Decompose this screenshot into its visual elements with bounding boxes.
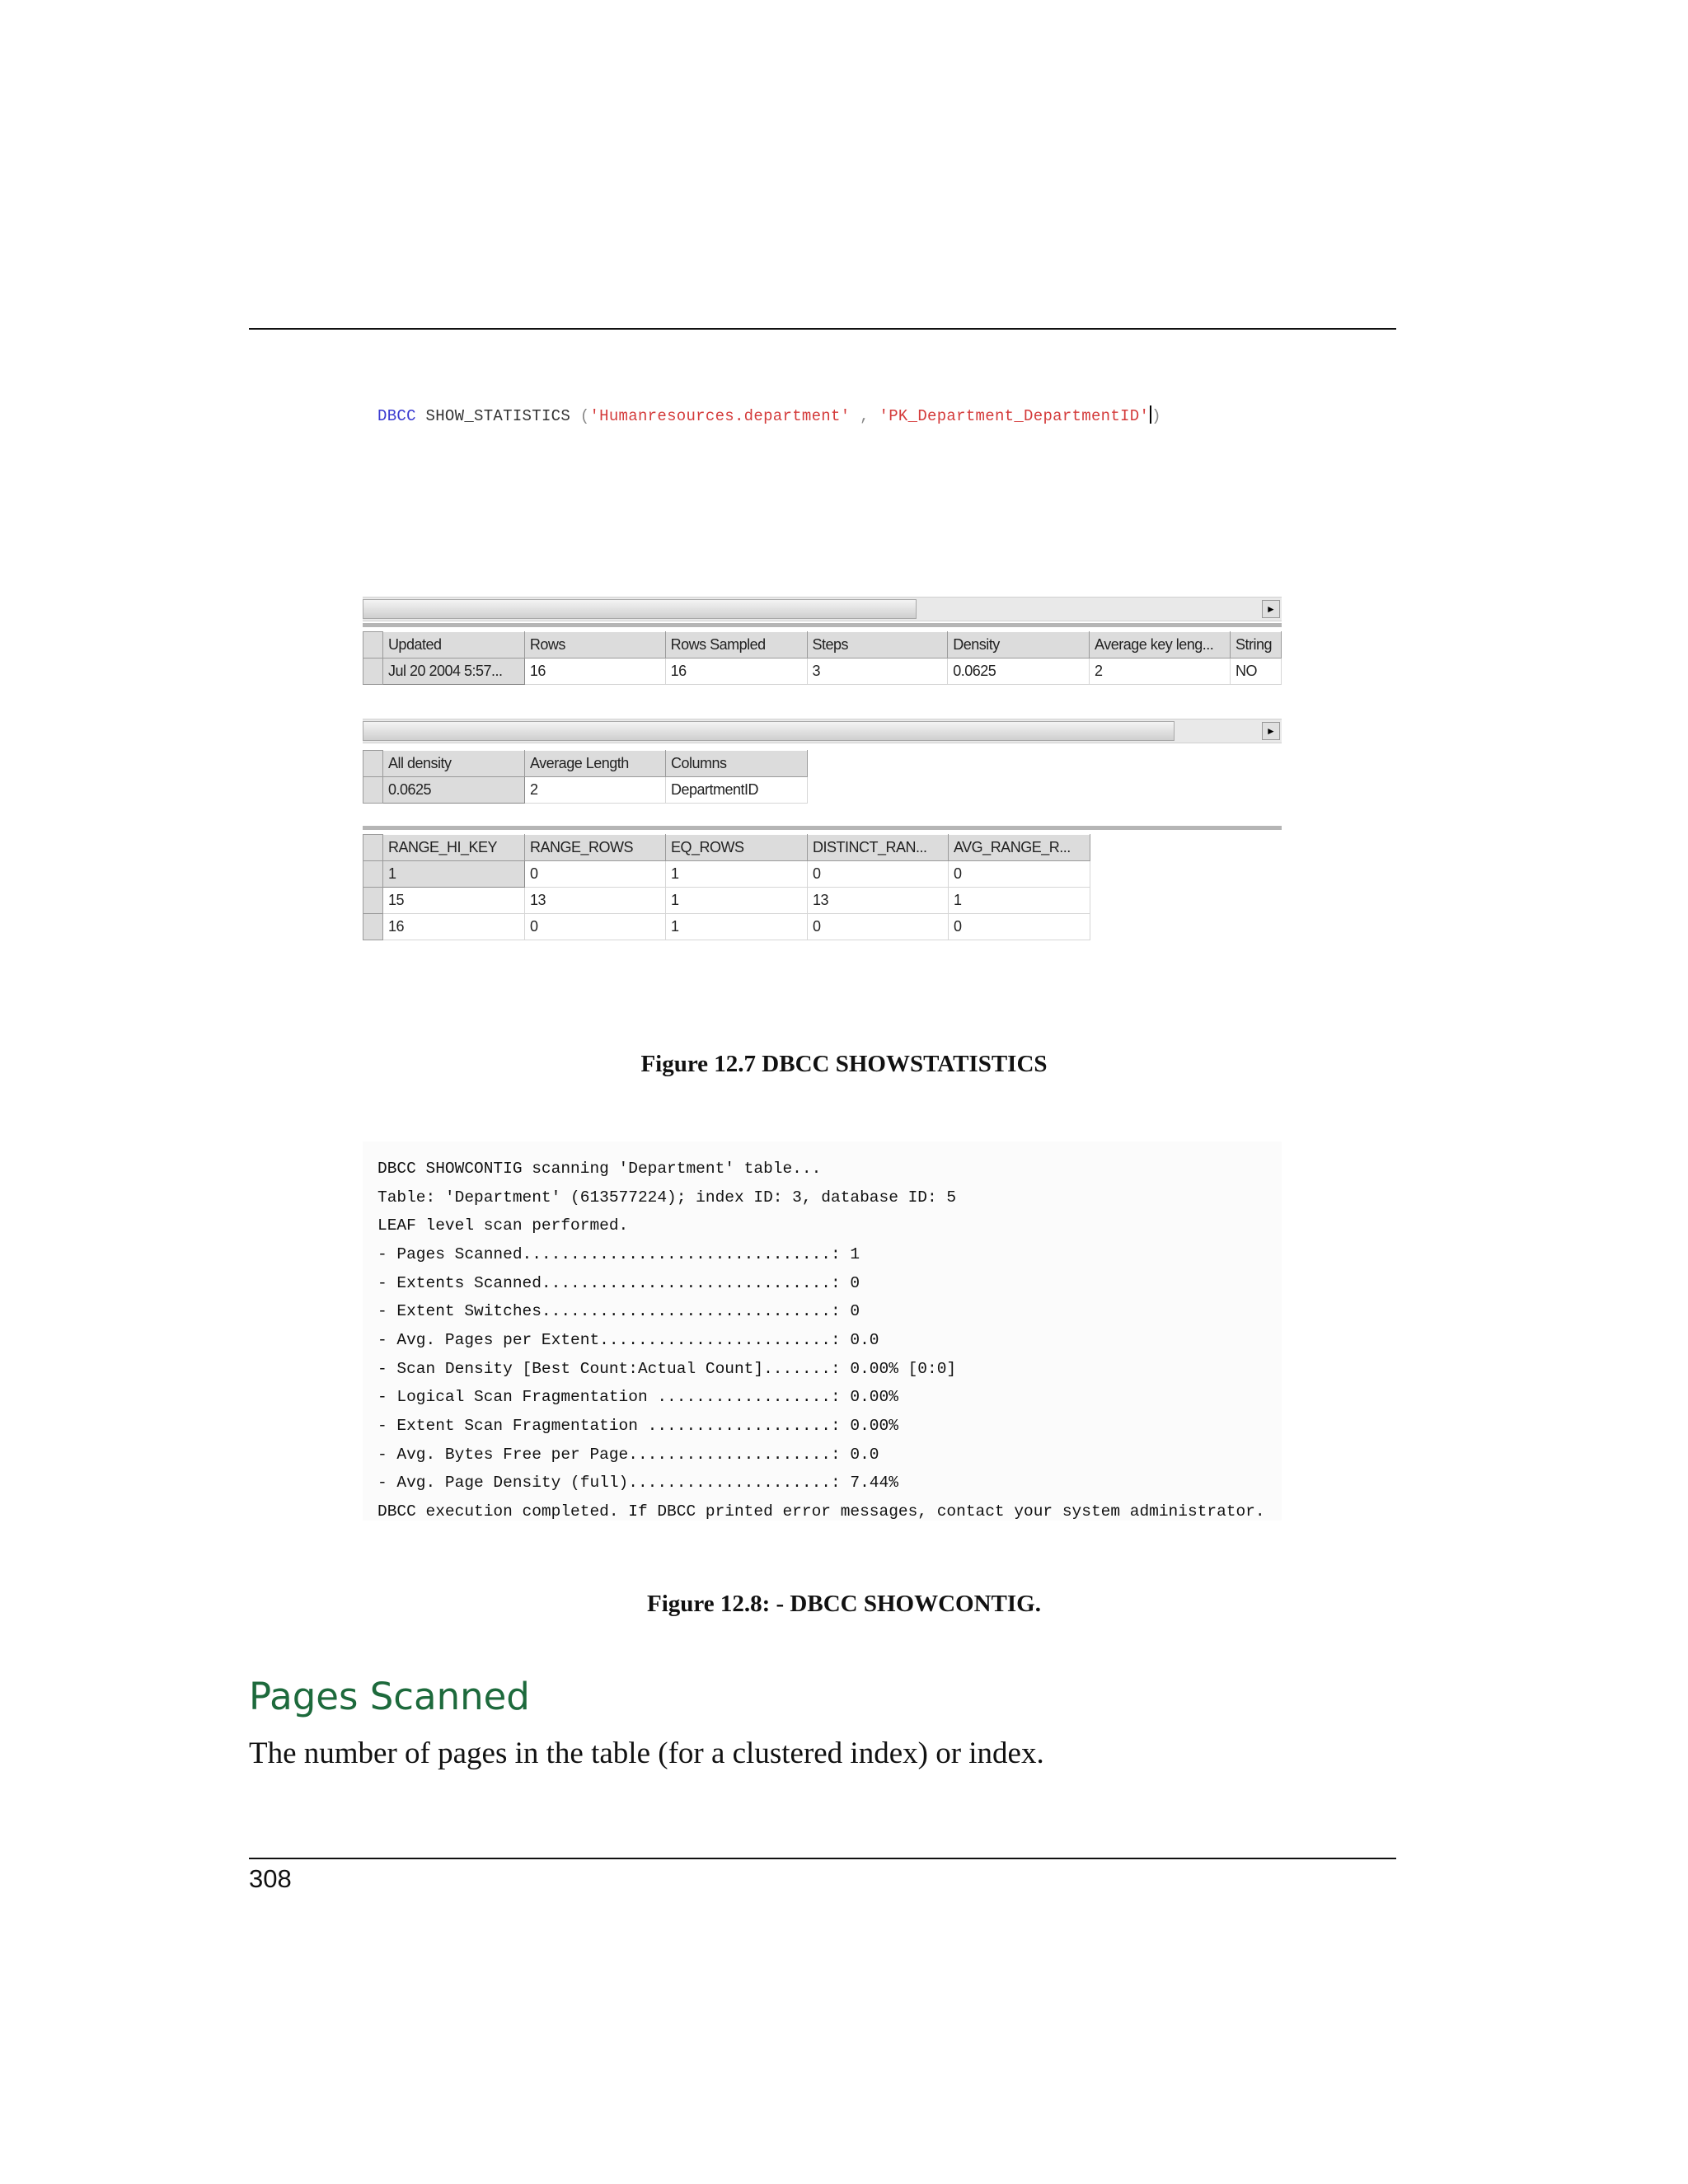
- grid-cell[interactable]: 0: [525, 861, 666, 888]
- grid1-col-header[interactable]: Rows Sampled: [665, 632, 807, 658]
- row-header-corner: [363, 632, 383, 658]
- grid1-col-header[interactable]: String: [1230, 632, 1281, 658]
- scrollbar-thumb-2[interactable]: [363, 721, 1175, 741]
- query-keyword: DBCC: [377, 407, 416, 425]
- results-pane: [363, 597, 1282, 951]
- figure-caption-12-8: Figure 12.8: - DBCC SHOWCONTIG.: [647, 1591, 1041, 1617]
- console-line: - Extent Switches..............................: 0: [377, 1302, 860, 1320]
- grid-cell[interactable]: 13: [808, 888, 949, 914]
- grid-divider-3: [363, 826, 1282, 830]
- console-line: DBCC SHOWCONTIG scanning 'Department' table...: [377, 1160, 822, 1178]
- query-command: SHOW_STATISTICS: [425, 407, 571, 425]
- density-grid: [363, 750, 808, 804]
- horizontal-scrollbar-1[interactable]: [363, 597, 1282, 621]
- grid-cell[interactable]: DepartmentID: [666, 777, 808, 804]
- table-row[interactable]: [363, 658, 1282, 685]
- query-arg1: 'Humanresources.department': [589, 407, 851, 425]
- grid3-col-header[interactable]: AVG_RANGE_R...: [949, 835, 1090, 861]
- footer-rule: [249, 1858, 1396, 1859]
- console-line: - Scan Density [Best Count:Actual Count].......: 0.00% [0:0]: [377, 1360, 957, 1378]
- grid-cell[interactable]: 1: [383, 861, 525, 888]
- table-row[interactable]: [363, 914, 1090, 940]
- console-line: - Avg. Pages per Extent........................: 0.0: [377, 1331, 879, 1349]
- page-number: 308: [249, 1864, 292, 1893]
- console-line: - Extents Scanned..............................: 0: [377, 1274, 860, 1292]
- grid-cell[interactable]: 2: [1090, 658, 1231, 685]
- grid-cell[interactable]: 0.0625: [948, 658, 1090, 685]
- grid1-col-header[interactable]: Density: [948, 632, 1090, 658]
- section-heading: Pages Scanned: [249, 1675, 530, 1718]
- table-row[interactable]: [363, 777, 808, 804]
- grid2-col-header[interactable]: Average Length: [525, 751, 666, 777]
- grid1-col-header[interactable]: Steps: [807, 632, 948, 658]
- query-arg2: 'PK_Department_DepartmentID': [879, 407, 1150, 425]
- row-header-corner: [363, 835, 383, 861]
- grid-cell[interactable]: NO: [1230, 658, 1281, 685]
- grid3-col-header[interactable]: RANGE_ROWS: [525, 835, 666, 861]
- stats-header-grid: [363, 631, 1282, 685]
- row-selector[interactable]: [363, 888, 383, 914]
- grid-cell[interactable]: 16: [524, 658, 665, 685]
- console-line: - Pages Scanned................................: 1: [377, 1245, 860, 1263]
- grid-cell[interactable]: 2: [525, 777, 666, 804]
- query-comma: ,: [860, 407, 870, 425]
- row-header-corner: [363, 751, 383, 777]
- row-selector[interactable]: [363, 658, 383, 685]
- grid1-col-header[interactable]: Average key leng...: [1090, 632, 1231, 658]
- grid-divider-1: [363, 623, 1282, 627]
- grid-cell[interactable]: 0: [949, 914, 1090, 940]
- table-row[interactable]: [363, 861, 1090, 888]
- grid-cell[interactable]: 1: [666, 861, 808, 888]
- horizontal-scrollbar-2[interactable]: [363, 719, 1282, 743]
- header-rule: [249, 328, 1396, 330]
- grid-cell[interactable]: 16: [665, 658, 807, 685]
- figure-caption-12-7: Figure 12.7 DBCC SHOWSTATISTICS: [640, 1051, 1048, 1077]
- grid-cell[interactable]: 0: [525, 914, 666, 940]
- grid-cell[interactable]: 16: [383, 914, 525, 940]
- console-line: LEAF level scan performed.: [377, 1216, 629, 1235]
- grid3-col-header[interactable]: EQ_ROWS: [666, 835, 808, 861]
- scrollbar-thumb-1[interactable]: [363, 599, 917, 619]
- grid-cell[interactable]: 3: [807, 658, 948, 685]
- row-selector[interactable]: [363, 861, 383, 888]
- grid3-col-header[interactable]: RANGE_HI_KEY: [383, 835, 525, 861]
- grid-cell[interactable]: 0: [808, 861, 949, 888]
- grid1-header-row: [363, 632, 1282, 658]
- histogram-grid: [363, 834, 1090, 940]
- grid-cell[interactable]: 1: [949, 888, 1090, 914]
- console-line: - Avg. Page Density (full).....................: 7.44%: [377, 1474, 898, 1492]
- console-line: - Extent Scan Fragmentation ...................: 0.00%: [377, 1417, 898, 1435]
- grid-cell[interactable]: 15: [383, 888, 525, 914]
- console-line: Table: 'Department' (613577224); index ID: 3, database ID: 5: [377, 1188, 957, 1207]
- table-row[interactable]: [363, 888, 1090, 914]
- row-selector[interactable]: [363, 777, 383, 804]
- grid2-header-row: [363, 751, 808, 777]
- grid1-col-header[interactable]: Rows: [524, 632, 665, 658]
- scroll-right-arrow-icon-2[interactable]: ►: [1262, 722, 1280, 740]
- console-line: - Logical Scan Fragmentation ..................: 0.00%: [377, 1388, 898, 1406]
- grid-cell[interactable]: 1: [666, 914, 808, 940]
- grid2-col-header[interactable]: All density: [383, 751, 525, 777]
- grid-cell[interactable]: Jul 20 2004 5:57...: [382, 658, 524, 685]
- sql-query-line[interactable]: [377, 405, 1284, 430]
- showcontig-output: [363, 1141, 1282, 1521]
- query-open-paren: (: [579, 407, 590, 425]
- grid-cell[interactable]: 1: [666, 888, 808, 914]
- row-selector[interactable]: [363, 914, 383, 940]
- grid-cell[interactable]: 0: [949, 861, 1090, 888]
- console-line: - Avg. Bytes Free per Page.....................: 0.0: [377, 1446, 879, 1464]
- scroll-right-arrow-icon-1[interactable]: ►: [1262, 600, 1280, 618]
- grid-cell[interactable]: 0: [808, 914, 949, 940]
- grid-cell[interactable]: 13: [525, 888, 666, 914]
- grid1-col-header[interactable]: Updated: [382, 632, 524, 658]
- grid3-col-header[interactable]: DISTINCT_RAN...: [808, 835, 949, 861]
- grid-cell[interactable]: 0.0625: [383, 777, 525, 804]
- grid2-col-header[interactable]: Columns: [666, 751, 808, 777]
- console-line: DBCC execution completed. If DBCC printed error messages, contact your system administrator.: [377, 1502, 1265, 1521]
- body-paragraph: The number of pages in the table (for a clustered index) or index.: [249, 1736, 1044, 1770]
- grid3-header-row: [363, 835, 1090, 861]
- query-close-paren: ): [1151, 407, 1161, 425]
